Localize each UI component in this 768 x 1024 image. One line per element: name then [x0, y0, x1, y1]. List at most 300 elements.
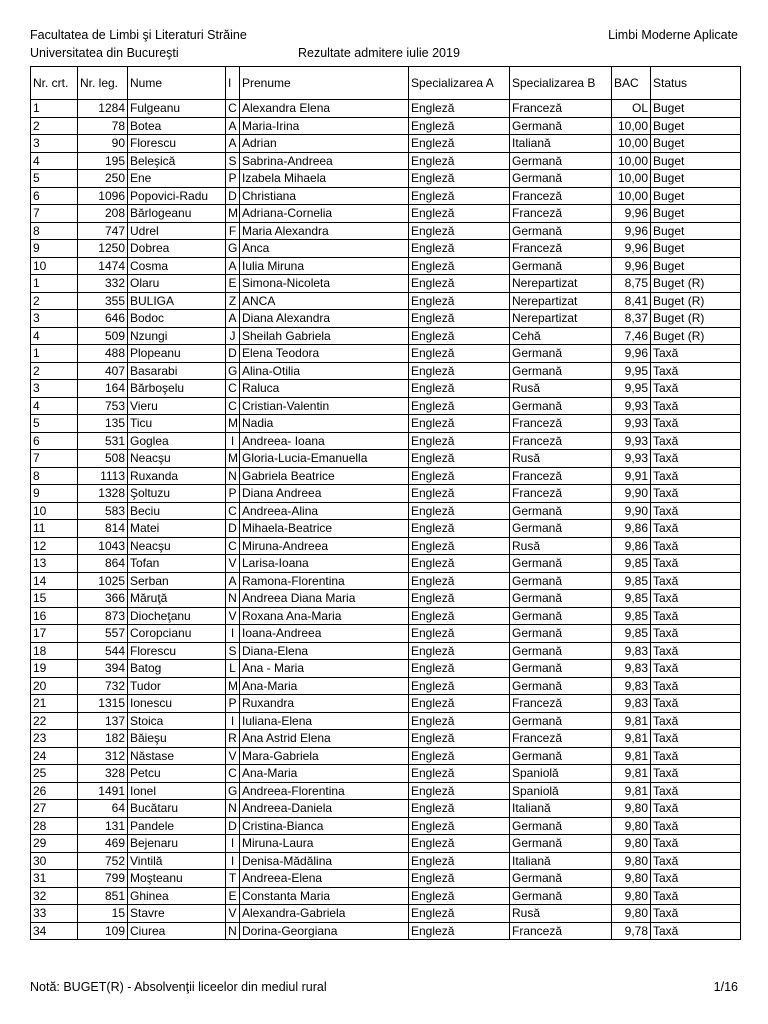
- nr-leg-cell: 747: [78, 222, 128, 240]
- specializarea-a-cell: Engleză: [409, 327, 510, 345]
- prenume-cell: Ana-Maria: [240, 765, 409, 783]
- footer-note: Notă: BUGET(R) - Absolvenţii liceelor din mediul rural: [30, 980, 327, 994]
- specializarea-a-cell: Engleză: [409, 765, 510, 783]
- nume-cell: Bejenaru: [128, 835, 226, 853]
- bac-cell: 9,93: [612, 432, 651, 450]
- table-row: [31, 152, 741, 170]
- initial-cell: A: [226, 117, 240, 135]
- nume-cell: Năstase: [128, 747, 226, 765]
- specializarea-b-cell: Franceză: [510, 485, 612, 503]
- specializarea-a-cell: Engleză: [409, 660, 510, 678]
- nr-crt-cell: 19: [31, 660, 78, 678]
- table-row: [31, 677, 741, 695]
- status-cell: Taxă: [651, 677, 741, 695]
- initial-cell: M: [226, 415, 240, 433]
- nr-leg-cell: 753: [78, 397, 128, 415]
- specializarea-b-cell: Germană: [510, 625, 612, 643]
- bac-cell: 10,00: [612, 117, 651, 135]
- col-header-nr-crt: Nr. crt.: [31, 67, 78, 100]
- status-cell: Taxă: [651, 712, 741, 730]
- nume-cell: Bărboşelu: [128, 380, 226, 398]
- nume-cell: Pandele: [128, 817, 226, 835]
- prenume-cell: Maria-Irina: [240, 117, 409, 135]
- specializarea-b-cell: Germană: [510, 677, 612, 695]
- nr-crt-cell: 2: [31, 292, 78, 310]
- nr-crt-cell: 34: [31, 922, 78, 940]
- table-row: [31, 782, 741, 800]
- prenume-cell: Ana - Maria: [240, 660, 409, 678]
- status-cell: Taxă: [651, 747, 741, 765]
- col-header-initial: I: [226, 67, 240, 100]
- initial-cell: I: [226, 712, 240, 730]
- specializarea-a-cell: Engleză: [409, 870, 510, 888]
- status-cell: Taxă: [651, 817, 741, 835]
- status-cell: Taxă: [651, 502, 741, 520]
- nr-crt-cell: 20: [31, 677, 78, 695]
- nume-cell: Neacşu: [128, 537, 226, 555]
- table-row: [31, 117, 741, 135]
- specializarea-a-cell: Engleză: [409, 292, 510, 310]
- nr-leg-cell: 1491: [78, 782, 128, 800]
- bac-cell: 9,96: [612, 240, 651, 258]
- nr-crt-cell: 18: [31, 642, 78, 660]
- specializarea-a-cell: Engleză: [409, 712, 510, 730]
- specializarea-a-cell: Engleză: [409, 397, 510, 415]
- nr-crt-cell: 26: [31, 782, 78, 800]
- nume-cell: Botea: [128, 117, 226, 135]
- specializarea-b-cell: Germană: [510, 590, 612, 608]
- nr-crt-cell: 6: [31, 432, 78, 450]
- nr-crt-cell: 10: [31, 502, 78, 520]
- status-cell: Buget: [651, 187, 741, 205]
- table-row: [31, 397, 741, 415]
- table-row: [31, 572, 741, 590]
- nr-leg-cell: 732: [78, 677, 128, 695]
- specializarea-a-cell: Engleză: [409, 380, 510, 398]
- col-header-specializarea-a: Specializarea A: [409, 67, 510, 100]
- initial-cell: T: [226, 870, 240, 888]
- status-cell: Buget: [651, 205, 741, 223]
- nr-leg-cell: 15: [78, 905, 128, 923]
- nume-cell: Olaru: [128, 275, 226, 293]
- nr-crt-cell: 16: [31, 607, 78, 625]
- nume-cell: Stoica: [128, 712, 226, 730]
- nr-leg-cell: 135: [78, 415, 128, 433]
- prenume-cell: Cristian-Valentin: [240, 397, 409, 415]
- prenume-cell: Mihaela-Beatrice: [240, 520, 409, 538]
- nr-leg-cell: 1250: [78, 240, 128, 258]
- status-cell: Taxă: [651, 450, 741, 468]
- table-row: [31, 502, 741, 520]
- specializarea-a-cell: Engleză: [409, 170, 510, 188]
- nume-cell: Vintilă: [128, 852, 226, 870]
- nr-leg-cell: 799: [78, 870, 128, 888]
- specializarea-a-cell: Engleză: [409, 555, 510, 573]
- initial-cell: D: [226, 187, 240, 205]
- initial-cell: R: [226, 730, 240, 748]
- table-row: [31, 712, 741, 730]
- specializarea-b-cell: Germană: [510, 747, 612, 765]
- nr-leg-cell: 864: [78, 555, 128, 573]
- specializarea-b-cell: Franceză: [510, 922, 612, 940]
- nr-crt-cell: 7: [31, 450, 78, 468]
- prenume-cell: Diana Andreea: [240, 485, 409, 503]
- nr-leg-cell: 64: [78, 800, 128, 818]
- specializarea-b-cell: Rusă: [510, 380, 612, 398]
- specializarea-b-cell: Rusă: [510, 905, 612, 923]
- specializarea-b-cell: Germană: [510, 257, 612, 275]
- nume-cell: Tofan: [128, 555, 226, 573]
- table-row: [31, 537, 741, 555]
- nume-cell: Cosma: [128, 257, 226, 275]
- initial-cell: E: [226, 887, 240, 905]
- nr-leg-cell: 851: [78, 887, 128, 905]
- table-row: [31, 485, 741, 503]
- bac-cell: 9,85: [612, 572, 651, 590]
- status-cell: Taxă: [651, 922, 741, 940]
- status-cell: Buget: [651, 135, 741, 153]
- prenume-cell: Sheilah Gabriela: [240, 327, 409, 345]
- specializarea-b-cell: Germană: [510, 887, 612, 905]
- specializarea-a-cell: Engleză: [409, 887, 510, 905]
- bac-cell: 9,80: [612, 870, 651, 888]
- nr-crt-cell: 3: [31, 135, 78, 153]
- bac-cell: 9,80: [612, 817, 651, 835]
- bac-cell: 9,81: [612, 782, 651, 800]
- bac-cell: 10,00: [612, 170, 651, 188]
- prenume-cell: ANCA: [240, 292, 409, 310]
- nume-cell: Ionel: [128, 782, 226, 800]
- status-cell: Taxă: [651, 397, 741, 415]
- initial-cell: C: [226, 380, 240, 398]
- status-cell: Taxă: [651, 415, 741, 433]
- bac-cell: 8,41: [612, 292, 651, 310]
- bac-cell: 9,83: [612, 642, 651, 660]
- table-row: [31, 817, 741, 835]
- nr-crt-cell: 29: [31, 835, 78, 853]
- nr-leg-cell: 488: [78, 345, 128, 363]
- bac-cell: 9,93: [612, 415, 651, 433]
- specializarea-a-cell: Engleză: [409, 467, 510, 485]
- table-row: [31, 257, 741, 275]
- prenume-cell: Miruna-Andreea: [240, 537, 409, 555]
- specializarea-b-cell: Germană: [510, 345, 612, 363]
- nr-leg-cell: 583: [78, 502, 128, 520]
- prenume-cell: Denisa-Mădălina: [240, 852, 409, 870]
- bac-cell: 9,86: [612, 537, 651, 555]
- results-title: Rezultate admitere iulie 2019: [298, 46, 460, 60]
- table-row: [31, 275, 741, 293]
- specializarea-a-cell: Engleză: [409, 275, 510, 293]
- table-row: [31, 730, 741, 748]
- specializarea-a-cell: Engleză: [409, 485, 510, 503]
- initial-cell: D: [226, 345, 240, 363]
- status-cell: Taxă: [651, 905, 741, 923]
- specializarea-b-cell: Germană: [510, 502, 612, 520]
- bac-cell: 9,93: [612, 450, 651, 468]
- specializarea-b-cell: Germană: [510, 117, 612, 135]
- nume-cell: Udrel: [128, 222, 226, 240]
- specializarea-a-cell: Engleză: [409, 187, 510, 205]
- table-row: [31, 607, 741, 625]
- bac-cell: 8,75: [612, 275, 651, 293]
- status-cell: Taxă: [651, 572, 741, 590]
- nr-crt-cell: 4: [31, 327, 78, 345]
- initial-cell: I: [226, 835, 240, 853]
- status-cell: Buget: [651, 152, 741, 170]
- prenume-cell: Ioana-Andreea: [240, 625, 409, 643]
- specializarea-b-cell: Franceză: [510, 187, 612, 205]
- nume-cell: Petcu: [128, 765, 226, 783]
- nr-leg-cell: 78: [78, 117, 128, 135]
- nr-crt-cell: 25: [31, 765, 78, 783]
- table-row: [31, 625, 741, 643]
- prenume-cell: Andreea-Florentina: [240, 782, 409, 800]
- prenume-cell: Christiana: [240, 187, 409, 205]
- table-row: [31, 590, 741, 608]
- specializarea-b-cell: Germană: [510, 520, 612, 538]
- prenume-cell: Iulia Miruna: [240, 257, 409, 275]
- table-header-row: [31, 67, 741, 100]
- specializarea-a-cell: Engleză: [409, 852, 510, 870]
- nr-crt-cell: 13: [31, 555, 78, 573]
- bac-cell: 9,83: [612, 695, 651, 713]
- status-cell: Taxă: [651, 835, 741, 853]
- specializarea-a-cell: Engleză: [409, 450, 510, 468]
- initial-cell: P: [226, 485, 240, 503]
- nr-crt-cell: 5: [31, 415, 78, 433]
- nume-cell: Tudor: [128, 677, 226, 695]
- nr-crt-cell: 8: [31, 222, 78, 240]
- bac-cell: 8,37: [612, 310, 651, 328]
- initial-cell: C: [226, 537, 240, 555]
- nr-leg-cell: 312: [78, 747, 128, 765]
- specializarea-a-cell: Engleză: [409, 310, 510, 328]
- status-cell: Taxă: [651, 467, 741, 485]
- prenume-cell: Andreea-Alina: [240, 502, 409, 520]
- specializarea-b-cell: Germană: [510, 222, 612, 240]
- prenume-cell: Maria Alexandra: [240, 222, 409, 240]
- specializarea-a-cell: Engleză: [409, 205, 510, 223]
- specializarea-a-cell: Engleză: [409, 747, 510, 765]
- nume-cell: Ionescu: [128, 695, 226, 713]
- status-cell: Taxă: [651, 380, 741, 398]
- initial-cell: S: [226, 152, 240, 170]
- bac-cell: 7,46: [612, 327, 651, 345]
- initial-cell: S: [226, 642, 240, 660]
- specializarea-b-cell: Nerepartizat: [510, 275, 612, 293]
- table-row: [31, 240, 741, 258]
- col-header-prenume: Prenume: [240, 67, 409, 100]
- bac-cell: 9,93: [612, 397, 651, 415]
- nr-leg-cell: 109: [78, 922, 128, 940]
- initial-cell: D: [226, 520, 240, 538]
- nr-leg-cell: 328: [78, 765, 128, 783]
- nume-cell: Batog: [128, 660, 226, 678]
- nr-leg-cell: 752: [78, 852, 128, 870]
- table-row: [31, 100, 741, 118]
- page-number: 1/16: [713, 980, 738, 994]
- nr-leg-cell: 1113: [78, 467, 128, 485]
- nr-leg-cell: 137: [78, 712, 128, 730]
- initial-cell: A: [226, 572, 240, 590]
- bac-cell: 9,96: [612, 205, 651, 223]
- bac-cell: 9,95: [612, 380, 651, 398]
- prenume-cell: Nadia: [240, 415, 409, 433]
- table-row: [31, 362, 741, 380]
- prenume-cell: Alexandra Elena: [240, 100, 409, 118]
- bac-cell: 9,80: [612, 800, 651, 818]
- specializarea-b-cell: Rusă: [510, 450, 612, 468]
- initial-cell: M: [226, 450, 240, 468]
- nume-cell: Fulgeanu: [128, 100, 226, 118]
- specializarea-a-cell: Engleză: [409, 100, 510, 118]
- specializarea-a-cell: Engleză: [409, 590, 510, 608]
- prenume-cell: Constanta Maria: [240, 887, 409, 905]
- nr-leg-cell: 531: [78, 432, 128, 450]
- col-header-specializarea-b: Specializarea B: [510, 67, 612, 100]
- prenume-cell: Ramona-Florentina: [240, 572, 409, 590]
- specializarea-b-cell: Italiană: [510, 852, 612, 870]
- initial-cell: I: [226, 432, 240, 450]
- specializarea-b-cell: Germană: [510, 835, 612, 853]
- initial-cell: V: [226, 607, 240, 625]
- specializarea-b-cell: Franceză: [510, 100, 612, 118]
- nume-cell: Matei: [128, 520, 226, 538]
- prenume-cell: Adrian: [240, 135, 409, 153]
- initial-cell: P: [226, 170, 240, 188]
- bac-cell: 9,80: [612, 905, 651, 923]
- bac-cell: 10,00: [612, 152, 651, 170]
- faculty-name: Facultatea de Limbi şi Literaturi Străine: [30, 28, 247, 42]
- prenume-cell: Larisa-Ioana: [240, 555, 409, 573]
- nume-cell: Goglea: [128, 432, 226, 450]
- nume-cell: Plopeanu: [128, 345, 226, 363]
- status-cell: Taxă: [651, 642, 741, 660]
- specializarea-b-cell: Germană: [510, 555, 612, 573]
- status-cell: Taxă: [651, 520, 741, 538]
- initial-cell: G: [226, 240, 240, 258]
- nr-crt-cell: 7: [31, 205, 78, 223]
- bac-cell: 9,96: [612, 257, 651, 275]
- status-cell: Buget (R): [651, 292, 741, 310]
- nr-leg-cell: 1328: [78, 485, 128, 503]
- nume-cell: Bodoc: [128, 310, 226, 328]
- nr-crt-cell: 28: [31, 817, 78, 835]
- specializarea-a-cell: Engleză: [409, 922, 510, 940]
- nume-cell: Măruţă: [128, 590, 226, 608]
- specializarea-a-cell: Engleză: [409, 625, 510, 643]
- specializarea-a-cell: Engleză: [409, 117, 510, 135]
- status-cell: Buget: [651, 170, 741, 188]
- nume-cell: Băieşu: [128, 730, 226, 748]
- initial-cell: A: [226, 257, 240, 275]
- status-cell: Taxă: [651, 625, 741, 643]
- initial-cell: M: [226, 205, 240, 223]
- initial-cell: G: [226, 782, 240, 800]
- nr-crt-cell: 21: [31, 695, 78, 713]
- specializarea-b-cell: Spaniolă: [510, 782, 612, 800]
- prenume-cell: Diana-Elena: [240, 642, 409, 660]
- bac-cell: 9,80: [612, 852, 651, 870]
- status-cell: Taxă: [651, 607, 741, 625]
- nr-leg-cell: 1096: [78, 187, 128, 205]
- bac-cell: 9,96: [612, 222, 651, 240]
- initial-cell: A: [226, 310, 240, 328]
- prenume-cell: Raluca: [240, 380, 409, 398]
- program-name: Limbi Moderne Aplicate: [608, 28, 738, 42]
- specializarea-a-cell: Engleză: [409, 537, 510, 555]
- specializarea-b-cell: Germană: [510, 170, 612, 188]
- bac-cell: 9,81: [612, 765, 651, 783]
- table-row: [31, 642, 741, 660]
- specializarea-b-cell: Germană: [510, 817, 612, 835]
- prenume-cell: Cristina-Bianca: [240, 817, 409, 835]
- nr-leg-cell: 366: [78, 590, 128, 608]
- initial-cell: V: [226, 905, 240, 923]
- nr-leg-cell: 557: [78, 625, 128, 643]
- specializarea-a-cell: Engleză: [409, 345, 510, 363]
- initial-cell: L: [226, 660, 240, 678]
- bac-cell: 9,80: [612, 887, 651, 905]
- initial-cell: F: [226, 222, 240, 240]
- specializarea-b-cell: Franceză: [510, 467, 612, 485]
- nr-leg-cell: 355: [78, 292, 128, 310]
- specializarea-a-cell: Engleză: [409, 572, 510, 590]
- nume-cell: BULIGA: [128, 292, 226, 310]
- nr-crt-cell: 1: [31, 100, 78, 118]
- status-cell: Taxă: [651, 362, 741, 380]
- col-header-nr-leg: Nr. leg.: [78, 67, 128, 100]
- nr-crt-cell: 2: [31, 117, 78, 135]
- status-cell: Buget: [651, 117, 741, 135]
- nume-cell: Stavre: [128, 905, 226, 923]
- bac-cell: 10,00: [612, 135, 651, 153]
- status-cell: Buget (R): [651, 310, 741, 328]
- col-header-bac: BAC: [612, 67, 651, 100]
- status-cell: Taxă: [651, 555, 741, 573]
- nume-cell: Bucătaru: [128, 800, 226, 818]
- nr-crt-cell: 17: [31, 625, 78, 643]
- specializarea-a-cell: Engleză: [409, 152, 510, 170]
- specializarea-b-cell: Cehă: [510, 327, 612, 345]
- initial-cell: C: [226, 100, 240, 118]
- nr-crt-cell: 15: [31, 590, 78, 608]
- table-row: [31, 835, 741, 853]
- specializarea-b-cell: Italiană: [510, 800, 612, 818]
- nr-crt-cell: 9: [31, 485, 78, 503]
- nr-leg-cell: 873: [78, 607, 128, 625]
- nume-cell: Ruxanda: [128, 467, 226, 485]
- status-cell: Taxă: [651, 432, 741, 450]
- specializarea-a-cell: Engleză: [409, 135, 510, 153]
- initial-cell: C: [226, 397, 240, 415]
- nr-leg-cell: 1043: [78, 537, 128, 555]
- initial-cell: I: [226, 852, 240, 870]
- status-cell: Buget: [651, 240, 741, 258]
- bac-cell: 9,83: [612, 677, 651, 695]
- nr-crt-cell: 27: [31, 800, 78, 818]
- bac-cell: 9,90: [612, 502, 651, 520]
- specializarea-b-cell: Germană: [510, 712, 612, 730]
- bac-cell: 9,95: [612, 362, 651, 380]
- specializarea-a-cell: Engleză: [409, 222, 510, 240]
- table-row: [31, 765, 741, 783]
- nume-cell: Diocheţanu: [128, 607, 226, 625]
- specializarea-a-cell: Engleză: [409, 817, 510, 835]
- nr-crt-cell: 6: [31, 187, 78, 205]
- bac-cell: 9,96: [612, 345, 651, 363]
